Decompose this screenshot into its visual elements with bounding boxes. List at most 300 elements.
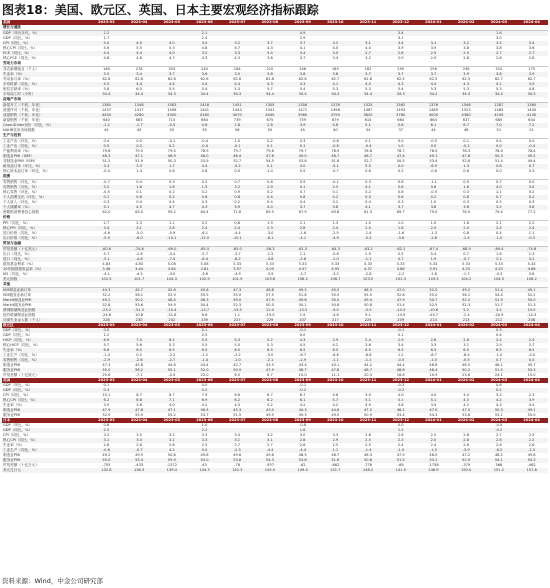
value-cell: 4.4: [90, 51, 123, 56]
value-cell: 51.5: [482, 368, 515, 373]
value-cell: 5.5: [188, 338, 221, 343]
row-label: ISM服务业新订单: [3, 293, 32, 297]
value-cell: 3.2: [188, 51, 221, 56]
value-cell: 106.2: [515, 277, 548, 282]
value-cell: 34.3: [319, 92, 352, 97]
value-cell: 0.5: [397, 252, 404, 256]
value-cell: 51: [496, 128, 502, 132]
value-cell: 48.4: [417, 368, 450, 373]
value-cell: -3.0: [528, 353, 536, 357]
value-cell: 34: [365, 128, 371, 132]
period-header-cell: 2024-03: [482, 323, 515, 328]
value-cell: -23.2: [90, 308, 123, 313]
period-header-cell: 2023-10: [319, 20, 352, 25]
value-cell: 4.8: [136, 56, 142, 60]
value-cell: 1.0: [384, 144, 417, 149]
value-cell: 3.1: [417, 41, 450, 46]
value-cell: 0.8: [450, 195, 483, 200]
value-cell: 3.9: [515, 72, 548, 77]
value-cell: 4.3: [450, 82, 483, 87]
value-cell: -5.9: [168, 231, 176, 235]
value-cell: 0.3: [352, 195, 385, 200]
value-cell: 7.1: [155, 398, 188, 403]
value-cell: -1.7: [123, 123, 156, 128]
value-cell: 3.91: [417, 267, 450, 272]
value-cell: 59.2: [167, 210, 176, 214]
value-cell: 55: [202, 128, 207, 132]
value-cell: 3.4: [332, 56, 339, 60]
value-cell: 5.33: [494, 262, 503, 266]
value-cell: 49.5: [265, 413, 274, 417]
value-cell: 62.7: [494, 77, 503, 81]
value-cell: 4.83: [102, 262, 111, 266]
value-cell: 1.9: [417, 257, 450, 262]
value-cell: 1583: [155, 103, 188, 109]
value-cell: -937: [265, 463, 274, 467]
value-cell: 47.3: [221, 288, 254, 294]
value-cell: 15.0: [527, 373, 536, 377]
value-cell: -1.2: [201, 353, 209, 357]
value-cell: 5.2: [254, 338, 287, 343]
value-cell: -4.1: [102, 272, 110, 276]
value-cell: 139.4: [155, 468, 188, 473]
value-cell: 50.6: [167, 453, 176, 457]
value-cell: 78.8: [364, 149, 373, 153]
period-header-cell: 2023-05: [155, 418, 188, 423]
value-cell: 3960: [286, 113, 319, 118]
row-label: CPI（同比，%）: [2, 41, 90, 46]
row-label: 零售销售（同比，%）: [2, 185, 90, 190]
value-cell: 1471: [298, 108, 308, 112]
value-cell: 2.4: [188, 226, 221, 231]
value-cell: 2.8: [365, 433, 371, 437]
value-cell: -0.6: [90, 448, 123, 453]
value-cell: 0.6: [384, 195, 417, 200]
value-cell: 52.6: [102, 303, 111, 307]
value-cell: 55.5: [331, 293, 340, 297]
row-label: 个人收入（环比，%）: [3, 200, 39, 204]
value-cell: 3.64: [155, 267, 188, 272]
value-cell: 44.4: [396, 363, 405, 367]
value-cell: 43.1: [331, 363, 340, 367]
value-cell: 78.5: [429, 149, 438, 153]
value-cell: 5.5: [234, 343, 241, 347]
value-cell: 1443: [232, 108, 242, 112]
value-cell: 2.4: [430, 443, 437, 447]
value-cell: 1360: [515, 103, 548, 109]
value-cell: 3.5: [482, 41, 515, 46]
value-cell: 49.6: [265, 453, 274, 457]
value-cell: 3.2: [495, 393, 502, 397]
value-cell: 106.7: [319, 277, 352, 282]
value-cell: 0.5: [90, 144, 123, 149]
value-cell: 62.8: [364, 77, 373, 81]
value-cell: 6.2: [254, 398, 287, 403]
value-cell: 0.2: [417, 195, 450, 200]
value-cell: 51.4: [396, 303, 405, 307]
value-cell: 34.3: [221, 92, 254, 97]
value-cell: 3.9: [103, 403, 110, 407]
value-cell: 0.7: [482, 195, 515, 200]
value-cell: 55.1: [155, 368, 188, 373]
value-cell: 0.2: [397, 169, 404, 173]
value-cell: 0.9: [234, 190, 241, 194]
value-cell: 1467: [363, 108, 373, 112]
value-cell: 0.2: [332, 200, 339, 204]
value-cell: 4.7: [155, 205, 188, 210]
value-cell: 46.4: [221, 154, 254, 159]
value-cell: 1440: [527, 108, 537, 112]
row-label: 零售销售（同比，%）: [2, 358, 90, 363]
value-cell: 0.2: [201, 221, 208, 225]
value-cell: -69: [397, 463, 404, 467]
value-cell: 3.0: [188, 41, 221, 46]
value-cell: 49.2: [450, 288, 483, 294]
value-cell: 49.4: [352, 298, 385, 303]
value-cell: 6.2: [221, 398, 254, 403]
value-cell: 49.6: [527, 453, 536, 457]
value-cell: 4.8: [528, 87, 535, 91]
value-cell: -755: [102, 463, 111, 467]
value-cell: 51.2: [102, 159, 111, 163]
value-cell: 0.6: [168, 169, 175, 173]
value-cell: 45.7: [123, 288, 156, 294]
value-cell: 0.3: [90, 388, 123, 393]
value-cell: 3.2: [221, 185, 254, 190]
value-cell: 24.1: [494, 373, 503, 377]
value-cell: -69.4: [482, 247, 515, 253]
value-cell: 52.3: [462, 303, 471, 307]
value-cell: 3.1: [221, 438, 254, 443]
value-cell: 0.7: [234, 180, 241, 184]
value-cell: -1.0: [221, 358, 254, 363]
value-cell: 2.7: [482, 51, 515, 56]
value-cell: 6.2: [90, 398, 123, 403]
value-cell: 102.5: [90, 277, 123, 282]
value-cell: 0.3: [397, 200, 404, 204]
value-cell: 3.4: [397, 343, 404, 347]
value-cell: 0.8: [188, 123, 221, 128]
value-cell: 49.0: [286, 154, 319, 159]
value-cell: 0.2: [155, 144, 188, 149]
value-cell: 3.7: [384, 72, 417, 77]
value-cell: 47.3: [102, 363, 111, 367]
value-cell: -2.0: [331, 231, 339, 235]
value-cell: 6.7: [267, 393, 273, 397]
period-header-cell: 2023-03: [90, 418, 123, 423]
value-cell: 5.2: [90, 185, 123, 190]
value-cell: 3.9: [397, 46, 404, 50]
value-cell: 3.1: [90, 438, 123, 443]
value-cell: 5.7: [319, 398, 352, 403]
value-cell: 1496: [167, 108, 177, 112]
value-cell: 3.9: [515, 398, 548, 403]
value-cell: 146.9: [417, 468, 450, 473]
value-cell: 278: [135, 67, 143, 71]
value-cell: -0.4: [201, 139, 209, 143]
value-cell: 3.2: [155, 438, 188, 443]
value-cell: 3.7: [417, 72, 450, 77]
row-label: 出口（同比，%）: [3, 252, 32, 256]
value-cell: 5.33: [331, 262, 340, 266]
value-cell: 2.9: [384, 338, 417, 343]
value-cell: 5.4: [430, 252, 437, 256]
value-cell: 15.5: [515, 308, 548, 313]
value-cell: 55.9: [135, 413, 144, 417]
value-cell: 3.5: [90, 72, 123, 77]
value-cell: 52.2: [527, 293, 536, 297]
value-cell: 3.4: [463, 393, 469, 397]
region-label: 日本: [2, 418, 90, 423]
value-cell: 78.7: [396, 149, 405, 153]
macro-indicator-table: [2, 20, 548, 473]
value-cell: 5.2: [450, 308, 483, 313]
period-header-cell: 2024-01: [417, 323, 450, 328]
value-cell: -4.9: [319, 236, 352, 241]
value-cell: 132.8: [90, 468, 123, 473]
value-cell: -0.7: [450, 257, 483, 262]
value-cell: 53.6: [298, 159, 307, 163]
value-cell: 49.6: [233, 453, 242, 457]
value-cell: 52.7: [364, 159, 373, 163]
value-cell: -3.9: [233, 272, 241, 276]
value-cell: 1.0: [397, 221, 404, 225]
value-cell: 6.8: [234, 393, 241, 397]
value-cell: 3.8: [417, 205, 450, 210]
value-cell: 16.8: [396, 373, 405, 377]
value-cell: 6.5: [384, 348, 417, 353]
value-cell: 2.5: [201, 443, 208, 447]
value-cell: 52.3: [233, 303, 242, 307]
value-cell: 4.0: [168, 403, 175, 407]
value-cell: 53.9: [200, 159, 209, 163]
value-cell: -2.6: [123, 358, 156, 363]
value-cell: 103.3: [417, 277, 450, 282]
value-cell: 4.1: [352, 205, 385, 210]
value-cell: 2.2: [90, 31, 123, 37]
value-cell: 0.0: [482, 144, 515, 149]
value-cell: -0.2: [450, 144, 483, 149]
period-header-cell: 2024-02: [450, 323, 483, 328]
period-header-cell: 2023-12: [384, 323, 417, 328]
value-cell: 0.6: [365, 169, 371, 173]
row-label: 贸易差额（十亿美元）: [2, 247, 90, 253]
value-cell: -5.1: [319, 164, 352, 169]
value-cell: 1546: [450, 103, 483, 109]
value-cell: 4.2: [155, 448, 188, 453]
value-cell: 2.2: [482, 257, 515, 262]
value-cell: 209: [384, 318, 417, 323]
value-cell: 1498: [330, 108, 340, 112]
value-cell: -6.1: [201, 231, 209, 235]
value-cell: 12.0: [254, 308, 287, 313]
value-cell: 4.3: [286, 338, 319, 343]
value-cell: 1.0: [430, 221, 437, 225]
value-cell: 5.3: [168, 46, 175, 50]
value-cell: 2.0: [417, 226, 450, 231]
row-label: GDP（环比，%）: [2, 328, 90, 333]
period-header-cell: 2023-06: [188, 20, 221, 25]
value-cell: -0.2: [286, 388, 319, 393]
value-cell: 5.3: [365, 87, 371, 91]
value-cell: 25.6: [102, 373, 111, 377]
value-cell: 53.8: [462, 413, 471, 417]
value-cell: -2.2: [233, 353, 241, 357]
row-label: Markit制造业PMI: [2, 298, 90, 303]
value-cell: -433: [135, 463, 144, 467]
value-cell: 637: [462, 118, 470, 122]
value-cell: 5.3: [234, 87, 241, 91]
value-cell: 4280: [123, 113, 156, 118]
value-cell: 48.5: [298, 453, 307, 457]
value-cell: 2.5: [450, 51, 483, 56]
section-label: 劳动力市场: [2, 61, 548, 67]
value-cell: 6.1: [155, 338, 188, 343]
value-cell: 43: [202, 463, 207, 467]
period-header-cell: 2023-05: [155, 323, 188, 328]
value-cell: -5.2: [221, 164, 254, 169]
value-cell: 3.8: [397, 403, 404, 407]
value-cell: 208: [515, 318, 548, 323]
value-cell: 6.7: [267, 373, 273, 377]
value-cell: 50.0: [319, 298, 352, 303]
period-header-cell: 2024-04: [515, 20, 548, 25]
value-cell: 3.4: [90, 226, 123, 231]
value-cell: 1.1: [299, 252, 306, 256]
value-cell: -43.7: [428, 313, 439, 317]
value-cell: 2.9: [319, 338, 352, 343]
value-cell: -0.5: [155, 123, 188, 128]
value-cell: 0.8: [234, 221, 241, 225]
value-cell: -0.8: [319, 144, 352, 149]
value-cell: 5.4: [201, 87, 208, 91]
value-cell: 2.2: [188, 428, 221, 433]
value-cell: 2.6: [463, 443, 469, 447]
value-cell: -7.1: [135, 373, 143, 377]
value-cell: -379: [462, 463, 471, 467]
value-cell: 1376: [417, 103, 450, 109]
value-cell: 3.3: [201, 433, 208, 437]
value-cell: 0.4: [254, 195, 287, 200]
value-cell: 54.9: [167, 303, 176, 307]
row-label: 零售销售（环比，%）: [3, 180, 39, 184]
value-cell: 55.0: [90, 458, 123, 463]
value-cell: 2.7: [515, 51, 548, 56]
value-cell: 55.9: [155, 458, 188, 463]
value-cell: 48.3: [364, 453, 373, 457]
value-cell: 5.33: [462, 262, 471, 266]
value-cell: 34.4: [188, 92, 221, 97]
value-cell: 3.4: [384, 31, 417, 37]
value-cell: -8.1: [254, 236, 287, 241]
row-label: 核心CPI（同比，%）: [3, 46, 38, 50]
value-cell: -0.7: [102, 180, 110, 184]
value-cell: 5.3: [221, 338, 254, 343]
value-cell: 1380: [90, 103, 123, 109]
value-cell: -6.8: [364, 353, 372, 357]
value-cell: 0.1: [332, 190, 339, 194]
value-cell: 4.5: [450, 398, 483, 403]
value-cell: 1417: [134, 108, 144, 112]
value-cell: 54.4: [200, 303, 209, 307]
value-cell: 0.0: [397, 139, 404, 143]
value-cell: 4.8: [103, 56, 110, 60]
row-label: 新屋开工（千套，年化）: [2, 103, 90, 109]
value-cell: 7.2: [515, 123, 548, 128]
period-header-cell: 2023-08: [254, 378, 287, 383]
value-cell: 0.0: [188, 448, 221, 453]
value-cell: 52.6: [462, 159, 471, 163]
value-cell: -1758: [428, 463, 439, 467]
value-cell: 3.2: [103, 433, 110, 437]
period-header-cell: 2023-03: [90, 323, 123, 328]
row-label: 核心PPI（同比，%）: [2, 226, 90, 231]
value-cell: 3.6: [365, 343, 371, 347]
value-cell: 49.8: [286, 298, 319, 303]
value-cell: 2.8: [417, 338, 450, 343]
value-cell: -0.4: [188, 144, 221, 149]
value-cell: 48.4: [155, 298, 188, 303]
value-cell: 4.93: [319, 267, 352, 272]
value-cell: 2.5: [332, 443, 339, 447]
value-cell: 4300: [155, 113, 188, 118]
value-cell: 2.6: [168, 443, 175, 447]
value-cell: 2.4: [221, 226, 254, 231]
value-cell: 4.9: [286, 31, 319, 37]
value-cell: 3.9: [430, 46, 437, 50]
value-cell: -2.9: [90, 358, 123, 363]
value-cell: 6.5: [417, 348, 450, 353]
value-cell: 79.4: [494, 210, 503, 214]
value-cell: -0.1: [286, 328, 319, 333]
value-cell: 4.1: [319, 82, 352, 87]
value-cell: -1.4: [364, 231, 372, 235]
value-cell: 47.2: [462, 453, 471, 457]
value-cell: -31.3: [123, 308, 156, 313]
value-cell: 3.3: [430, 343, 437, 347]
value-cell: -3.0: [266, 231, 274, 235]
value-cell: 2.9: [495, 343, 502, 347]
value-cell: 1489: [428, 108, 438, 112]
value-cell: 42.7: [233, 363, 242, 367]
value-cell: 52.9: [102, 413, 111, 417]
value-cell: 54.3: [254, 458, 287, 463]
value-cell: 0.1: [103, 383, 110, 387]
value-cell: 0.2: [515, 195, 548, 200]
value-cell: 2.4: [201, 36, 208, 40]
value-cell: -1.0: [495, 353, 503, 357]
value-cell: -2.6: [135, 252, 143, 256]
value-cell: 49.3: [298, 413, 307, 417]
value-cell: -0.6: [429, 169, 437, 173]
value-cell: 3.2: [450, 41, 483, 46]
value-cell: 0.2: [528, 190, 535, 194]
row-label: 劳动参与率（%）: [3, 77, 32, 81]
period-header-cell: 2023-08: [254, 20, 287, 25]
value-cell: 3.9: [450, 72, 483, 77]
value-cell: 4160: [188, 113, 221, 118]
row-label: 失业率（%）: [3, 443, 25, 447]
value-cell: 49.1: [417, 154, 450, 159]
value-cell: -13.7: [188, 308, 221, 313]
value-cell: 3.4: [384, 41, 417, 46]
value-cell: 136.3: [123, 468, 156, 473]
value-cell: 51: [529, 128, 534, 132]
value-cell: 4.2: [267, 403, 273, 407]
value-cell: 3.3: [123, 164, 156, 169]
value-cell: 78.9: [331, 149, 340, 153]
value-cell: 1.0: [430, 200, 437, 204]
